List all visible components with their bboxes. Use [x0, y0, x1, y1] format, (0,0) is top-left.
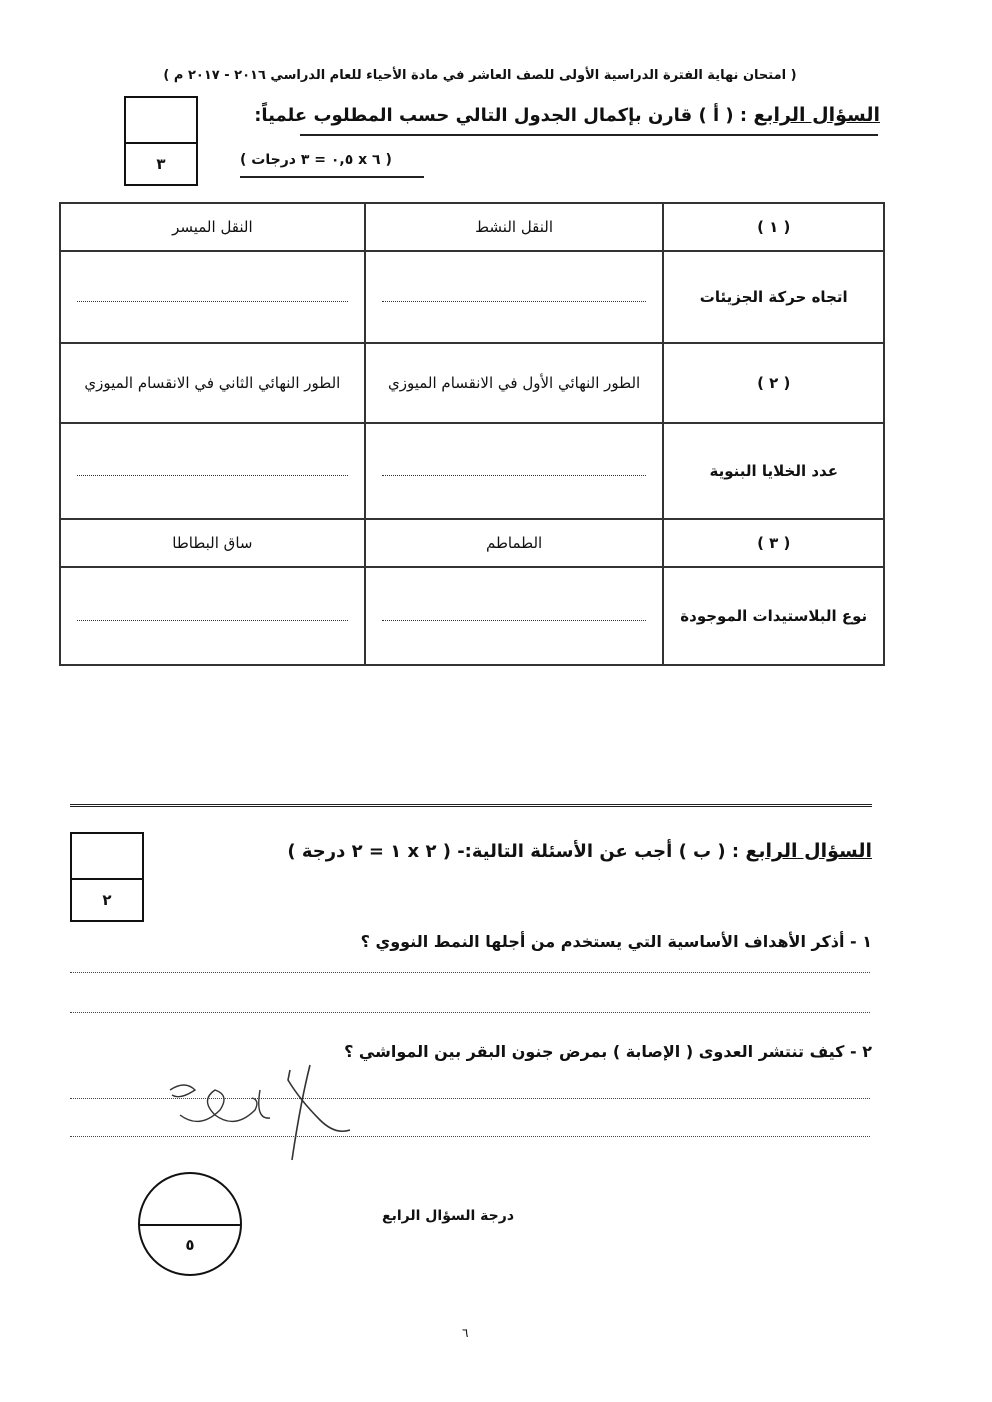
score-note-underline	[240, 176, 424, 178]
row-head: ( ١ )	[663, 203, 884, 251]
table-row	[60, 519, 884, 567]
table-cell: الطور النهائي الأول في الانقسام الميوزي	[365, 343, 664, 423]
table-row	[60, 343, 884, 423]
row-head: اتجاه حركة الجزيئات	[663, 251, 884, 343]
row-head: نوع البلاستيدات الموجودة	[663, 567, 884, 665]
answer-dotted-line	[77, 474, 348, 476]
question-b-2: ٢ - كيف تنتشر العدوى ( الإصابة ) بمرض جنون البقر بين المواشي ؟	[344, 1042, 872, 1061]
page-number: ٦	[462, 1326, 469, 1340]
total-score-circle	[138, 1172, 242, 1276]
row-head: عدد الخلايا البنوية	[663, 423, 884, 519]
answer-line[interactable]	[70, 1012, 870, 1013]
answer-dotted-line	[382, 474, 647, 476]
row-head: ( ٢ )	[663, 343, 884, 423]
grade-box-a-empty-cell	[126, 98, 196, 144]
table-cell: الطور النهائي الثاني في الانقسام الميوزي	[60, 343, 365, 423]
table-cell: ساق البطاطا	[60, 519, 365, 567]
question-a-label: السؤال الرابع	[753, 104, 880, 126]
question-b-title	[287, 840, 872, 862]
table-row	[60, 203, 884, 251]
grade-box-a	[124, 96, 198, 186]
question-b-1: ١ - أذكر الأهداف الأساسية التي يستخدم من أجلها النمط النووي ؟	[360, 932, 872, 951]
table-cell: الطماطم	[365, 519, 664, 567]
table-row	[60, 423, 884, 519]
grade-box-b-value: ٢	[102, 891, 112, 909]
grade-box-b-empty-cell	[72, 834, 142, 880]
title-underline	[300, 134, 878, 136]
exam-header: ( امتحان نهاية الفترة الدراسية الأولى للصف العاشر في مادة الأحياء للعام الدراسي ٢٠١٦ - ٢٠١٧ م )	[163, 68, 797, 83]
question-b-label: السؤال الرابع	[745, 840, 872, 862]
total-score-value: ٥	[185, 1236, 195, 1254]
grade-box-a-value: ٣	[156, 155, 166, 173]
table-cell: النقل الميسر	[60, 203, 365, 251]
answer-cell[interactable]	[60, 251, 365, 343]
table-row	[60, 251, 884, 343]
grade-box-b	[70, 832, 144, 922]
question-a-title	[254, 104, 880, 126]
answer-cell[interactable]	[365, 567, 664, 665]
answer-dotted-line	[382, 300, 647, 302]
answer-line[interactable]	[70, 972, 870, 973]
answer-cell[interactable]	[60, 423, 365, 519]
total-score-label: درجة السؤال الرابع	[382, 1208, 514, 1224]
circle-divider	[140, 1224, 240, 1226]
answer-cell[interactable]	[365, 251, 664, 343]
question-a-text: : ( أ ) قارن بإكمال الجدول التالي حسب المطلوب علمياً:	[254, 105, 748, 126]
row-head: ( ٣ )	[663, 519, 884, 567]
question-b-text: : ( ب ) أجب عن الأسئلة التالية:- ( ٢ x ١ = ٢ درجة )	[287, 841, 740, 862]
table-row	[60, 567, 884, 665]
question-a-score-note: ( ٦ x ٠,٥ = ٣ درجات )	[240, 152, 392, 168]
answer-dotted-line	[382, 619, 647, 621]
comparison-table	[59, 202, 885, 666]
answer-cell[interactable]	[60, 567, 365, 665]
table-cell: النقل النشط	[365, 203, 664, 251]
section-divider	[70, 804, 872, 807]
answer-dotted-line	[77, 619, 348, 621]
answer-dotted-line	[77, 300, 348, 302]
answer-cell[interactable]	[365, 423, 664, 519]
handwritten-mark-icon	[160, 1060, 360, 1170]
